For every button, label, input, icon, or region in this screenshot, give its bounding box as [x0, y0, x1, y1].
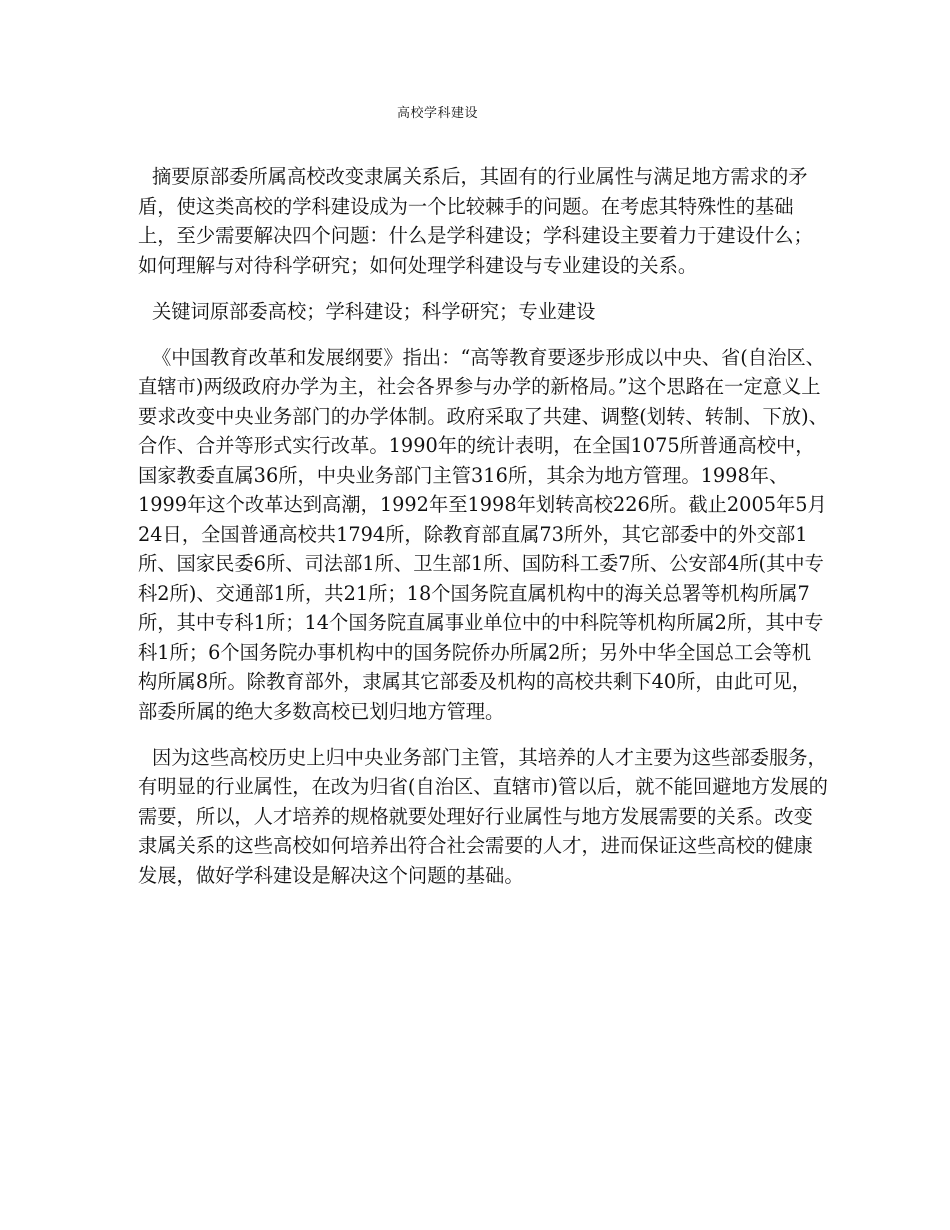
document-body — [138, 162, 828, 907]
body-paragraph: 因为这些高校历史上归中央业务部门主管，其培养的人才主要为这些部委服务，有明显的行业属性，在改为归省(自治区、直辖市)管以后，就不能回避地方发展的需要，所以，人才培养的规格就要处理好行业属性与地方发展需要的关系。改变隶属关系的这些高校如何培养出符合社会需要的人才，进而保证这些高校的健康发展，做好学科建设是解决这个问题的基础。 — [138, 745, 828, 887]
document-title: 高校学科建设 — [396, 106, 478, 121]
keywords-paragraph: 关键词原部委高校；学科建设；科学研究；专业建设 — [152, 299, 596, 323]
abstract-paragraph: 摘要原部委所属高校改变隶属关系后，其固有的行业属性与满足地方需求的矛盾，使这类高校的学科建设成为一个比较棘手的问题。在考虑其特殊性的基础上，至少需要解决四个问题：什么是学科建设；学科建设主要着力于建设什么；如何理解与对待科学研究；如何处理学科建设与专业建设的关系。 — [138, 165, 813, 277]
body-paragraph: 《中国教育改革和发展纲要》指出：“高等教育要逐步形成以中央、省(自治区、直辖市)两级政府办学为主，社会各界参与办学的新格局。”这个思路在一定意义上要求改变中央业务部门的办学体制。政府采取了共建、调整(划转、转制、下放)、合作、合并等形式实行改革。1990年的统计表明，在全国1075所普通高校中，国家教委直属36所，中央业务部门主管316所，其余为地方管理。1998年、1999年这个改革达到高潮，1992年至1998年划转高校226所。截止2005年5月24日，全国普通高校共1794所，除教育部直属73所外，其它部委中的外交部1所、国家民委6所、司法部1所、卫生部1所、国防科工委7所、公安部4所(其中专科2所)、交通部1所，共21所；18个国务院直属机构中的海关总署等机构所属7所，其中专科1所；14个国务院直属事业单位中的中科院等机构所属2所，其中专科1所；6个国务院办事机构中的国务院侨办所属2所；另外中华全国总工会等机构所属8所。除教育部外，隶属其它部委及机构的高校共剩下40所，由此可见，部委所属的绝大多数高校已划归地方管理。 — [138, 345, 828, 723]
